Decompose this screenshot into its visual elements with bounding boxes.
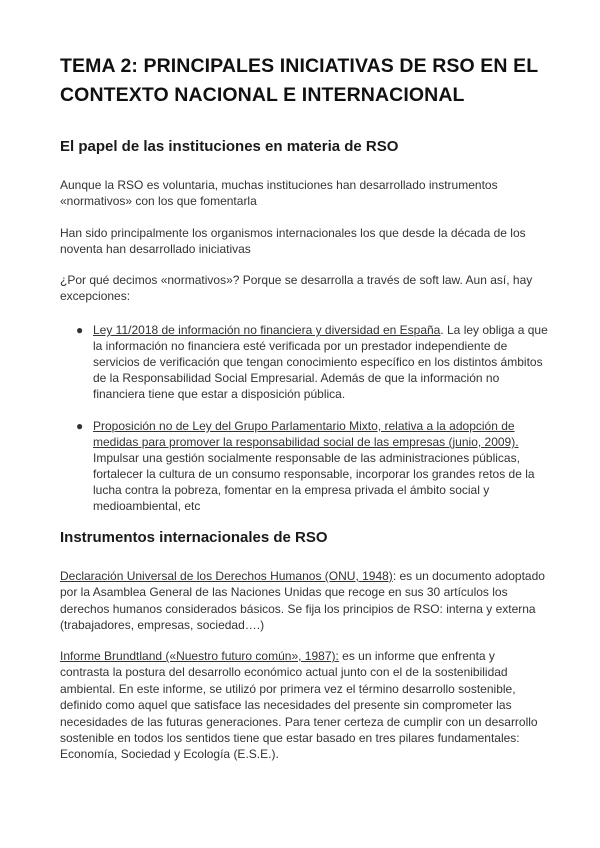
list-item-text: . La ley obliga a que la información no financiera esté verificada por un prestador independiente de servicios de verificación que tengan conocimiento específico en los distintos ámbitos de la Responsabilidad Social Empresarial. Además de que la información no financiera tiene que estar a disposición pública. bbox=[93, 323, 548, 401]
exceptions-list bbox=[60, 322, 550, 514]
list-item bbox=[60, 322, 550, 402]
paragraph-text: es un informe que enfrenta y contrasta la postura del desarrollo económico actual junto con el de la sostenibilidad ambiental. En este informe, se utilizó por primera vez el término desarrollo sostenible, definido como aquel que satisface las necesidades del presente sin comprometer las necesidades de las futuras generaciones. Para tener certeza de cumplir con un desarrollo sostenible en todos los sentidos tiene que estar basado en tres pilares fundamentales: Economía, Sociedad y Ecología (E.S.E.). bbox=[60, 649, 538, 762]
paragraph-brundtland bbox=[60, 648, 545, 763]
page-title: TEMA 2: PRINCIPALES INICIATIVAS DE RSO EN EL CONTEXTO NACIONAL E INTERNACIONAL bbox=[60, 55, 538, 106]
list-item-text: Impulsar una gestión socialmente responsable de las administraciones públicas, fortalecer la cultura de un consumo responsable, incorporar los grandes retos de la lucha contra la pobreza, fomentar en la empresa privada el ámbito social y medioambiental, etc bbox=[93, 451, 535, 513]
section-heading-internacionales: Instrumentos internacionales de RSO bbox=[60, 529, 328, 546]
section-heading-instituciones: El papel de las instituciones en materia de RSO bbox=[60, 138, 399, 155]
declaracion-link[interactable]: Declaración Universal de los Derechos Humanos (ONU, 1948) bbox=[60, 569, 393, 583]
paragraph-3: ¿Por qué decimos «normativos»? Porque se desarrolla a través de soft law. Aun así, hay excepciones: bbox=[60, 273, 533, 304]
law-link[interactable]: Ley 11/2018 de información no financiera y diversidad en España bbox=[93, 323, 441, 337]
brundtland-link[interactable]: Informe Brundtland («Nuestro futuro común», 1987): bbox=[60, 649, 339, 663]
proposition-link[interactable]: Proposición no de Ley del Grupo Parlamentario Mixto, relativa a la adopción de medidas para promover la responsabilidad social de las empresas (junio, 2009). bbox=[93, 419, 519, 449]
list-item bbox=[60, 418, 550, 514]
paragraph-declaracion bbox=[60, 568, 545, 634]
paragraph-text: : es un documento adoptado por la Asamblea General de las Naciones Unidas que recoge en sus 30 artículos los derechos humanos considerados básicos. Se fija los principios de RSO: interna y externa (trabajadores, empresas, sociedad….) bbox=[60, 569, 545, 633]
paragraph-2: Han sido principalmente los organismos internacionales los que desde la década de los noventa han desarrollado iniciativas bbox=[60, 226, 526, 257]
bullet-icon: ● bbox=[76, 323, 84, 337]
bullet-icon: ● bbox=[76, 419, 84, 433]
paragraph-1: Aunque la RSO es voluntaria, muchas instituciones han desarrollado instrumentos «normativos» con los que fomentarla bbox=[60, 178, 498, 209]
